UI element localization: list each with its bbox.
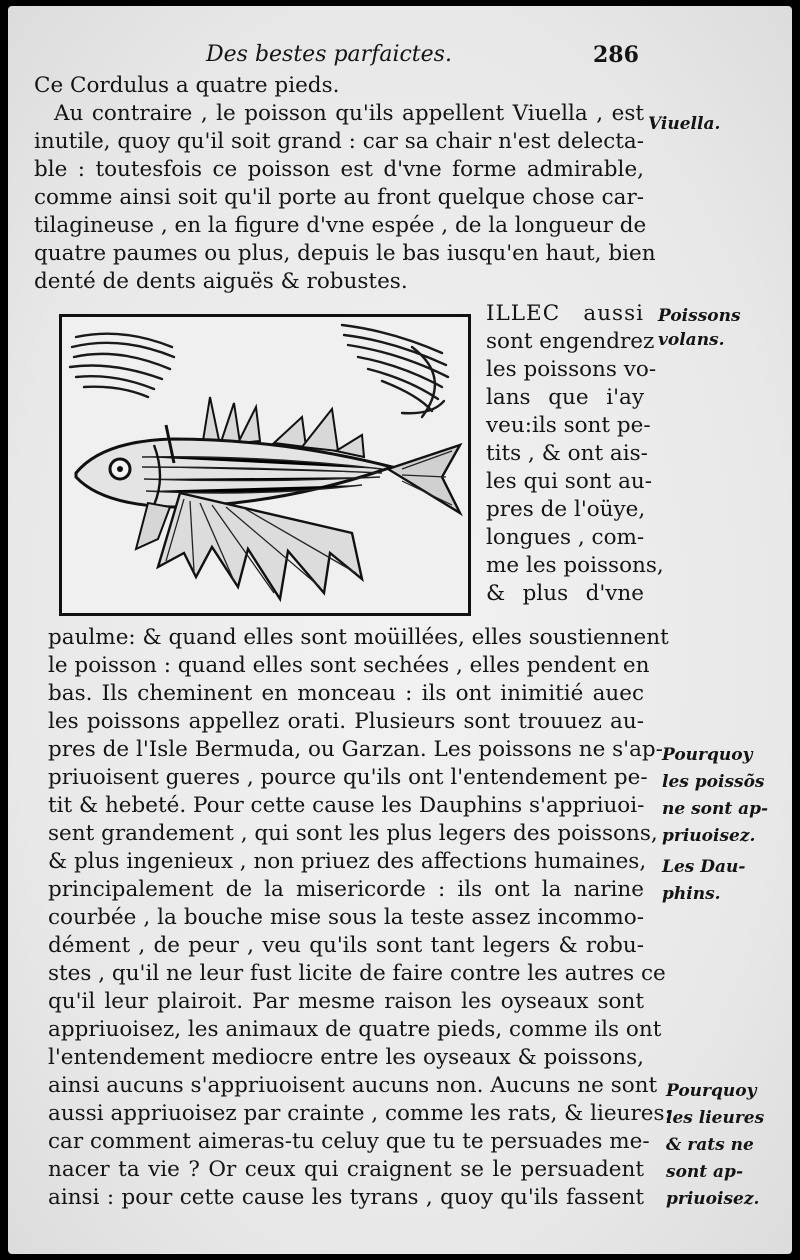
- margin-note-dauphins: Les Dau- phins.: [662, 857, 746, 904]
- side-text-line: longues , com-: [486, 525, 645, 550]
- text-line: paulme: & quand elles sont moüillées, elles soustiennent: [48, 625, 669, 650]
- text-line: car comment aimeras-tu celuy que tu te persuades me-: [48, 1129, 650, 1154]
- text-line: aussi appriuoisez par crainte , comme les rats, & lieures:: [48, 1101, 672, 1126]
- text-line: Ce Cordulus a quatre pieds.: [34, 73, 340, 98]
- side-text-line: veu:ils sont pe-: [486, 413, 651, 438]
- margin-note-viuella: Viuella.: [648, 114, 721, 134]
- text-line: bas. Ils cheminent en monceau : ils ont inimitié auec: [48, 681, 644, 706]
- text-line: inutile, quoy qu'il soit grand : car sa chair n'est delecta-: [34, 129, 644, 154]
- text-line: pres de l'Isle Bermuda, ou Garzan. Les poissons ne s'ap-: [48, 737, 663, 762]
- text-line: & plus ingenieux , non priuez des affections humaines,: [48, 849, 647, 874]
- text-line: les poissons appellez orati. Plusieurs sont trouuez au-: [48, 709, 644, 734]
- text-line: courbée , la bouche mise sous la teste assez incommo-: [48, 905, 644, 930]
- text-line: qu'il leur plairoit. Par mesme raison les oyseaux sont: [48, 989, 644, 1014]
- side-text-line: pres de l'oüye,: [486, 497, 646, 522]
- text-line: nacer ta vie ? Or ceux qui craignent se le persuadent: [48, 1157, 644, 1182]
- page-number: 286: [593, 42, 639, 68]
- text-line: dément , de peur , veu qu'ils sont tant legers & robu-: [48, 933, 644, 958]
- text-line: tit & hebeté. Pour cette cause les Dauphins s'appriuoi-: [48, 793, 645, 818]
- margin-note-pourquoy-lieures: Pourquoy les lieures & rats ne sont ap- priuoisez.: [666, 1081, 765, 1209]
- side-text-line: tits , & ont ais-: [486, 441, 648, 466]
- text-line: ble : toutesfois ce poisson est d'vne forme admirable,: [34, 157, 644, 182]
- side-text-line: lans que i'ay: [486, 385, 644, 410]
- side-text-line: les qui sont au-: [486, 469, 653, 494]
- flying-fish-icon: [62, 317, 468, 613]
- text-line: Au contraire , le poisson qu'ils appellent Viuella , est: [54, 101, 644, 126]
- text-line: comme ainsi soit qu'il porte au front quelque chose car-: [34, 185, 644, 210]
- book-page: [8, 6, 792, 1254]
- side-text-line: sont engendrez: [486, 329, 655, 354]
- text-line: tilagineuse , en la figure d'vne espée , de la longueur de: [34, 213, 647, 238]
- text-line: appriuoisez, les animaux de quatre pieds, comme ils ont: [48, 1017, 662, 1042]
- text-line: denté de dents aiguës & robustes.: [34, 269, 408, 294]
- text-line: le poisson : quand elles sont sechées , elles pendent en: [48, 653, 650, 678]
- running-head: Des bestes parfaictes.: [206, 42, 452, 67]
- text-line: ainsi aucuns s'appriuoisent aucuns non. Aucuns ne sont: [48, 1073, 658, 1098]
- text-line: ainsi : pour cette cause les tyrans , quoy qu'ils fassent: [48, 1185, 644, 1210]
- side-text-line: me les poissons,: [486, 553, 664, 578]
- text-line: priuoisent gueres , pource qu'ils ont l'entendement pe-: [48, 765, 648, 790]
- side-text-line: ILLEC aussi: [486, 301, 644, 326]
- text-line: stes , qu'il ne leur fust licite de faire contre les autres ce: [48, 961, 666, 986]
- flying-fish-woodcut: [59, 314, 471, 616]
- margin-note-pourquoy-poissons: Pourquoy les poissõs ne sont ap- priuoisez.: [662, 745, 769, 846]
- text-line: l'entendement mediocre entre les oyseaux & poissons,: [48, 1045, 644, 1070]
- text-line: sent grandement , qui sont les plus legers des poissons,: [48, 821, 658, 846]
- side-text-line: les poissons vo-: [486, 357, 657, 382]
- text-line: principalement de la misericorde : ils ont la narine: [48, 877, 644, 902]
- side-text-line: & plus d'vne: [486, 581, 644, 606]
- margin-note-poissons-volans: Poissons volans.: [658, 306, 741, 350]
- text-line: quatre paumes ou plus, depuis le bas iusqu'en haut, bien: [34, 241, 656, 266]
